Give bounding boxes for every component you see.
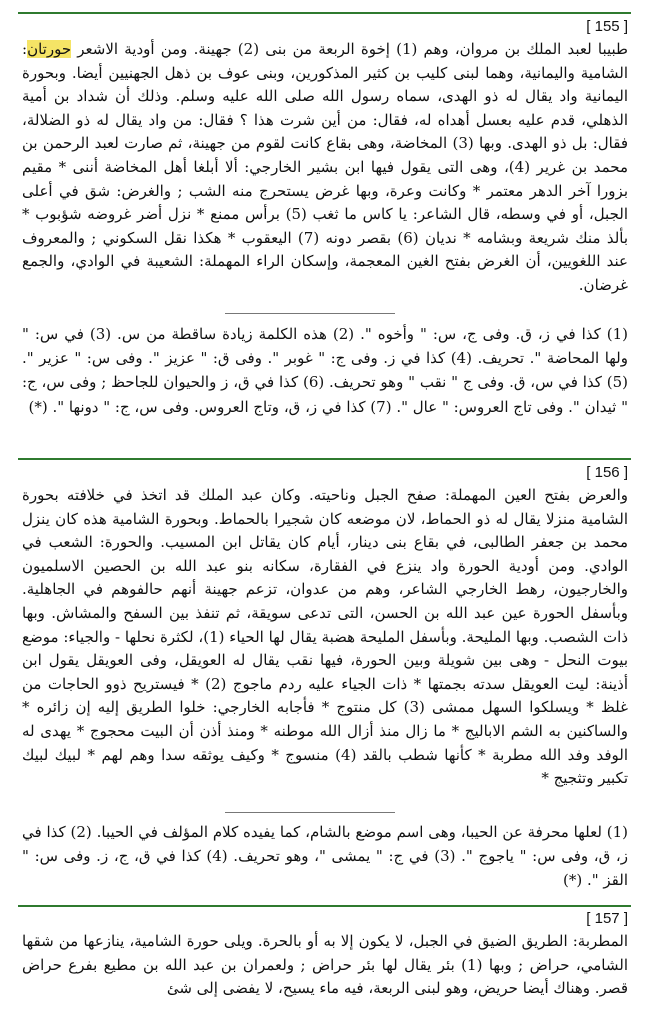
highlighted-term: حورتان — [27, 40, 72, 58]
section-divider — [18, 12, 631, 14]
page-155-section — [22, 16, 628, 298]
section-divider — [18, 905, 631, 907]
footnotes: (1) كذا في ز، ق. وفى ج، س: " وأخوه ". (2) هذه الكلمة زيادة ساقطة من س. (3) في س: " ولها المحاضة ". تحريف. (4) كذا في ز. وفى ج: " غوبر ". وفى ق: " عزيز ". وفى س: " عزير ". (5) كذا في س، ق. وفى ج " نقب " وهو تحريف. (6) كذا في ق، ز والحيوان للجاحظ ; وفى س، ج: " ثيدان ". وفى تاج العروس: " عال ". (7) كذا في ز، ق، وتاج العروس. وفى س، ج: " دونها ". (*) — [22, 325, 629, 416]
page-155-footnotes — [22, 322, 628, 419]
section-divider — [18, 458, 631, 460]
page-body: والعرض بفتح العين المهملة: صفح الجبل وناحيته. وكان عبد الملك قد اتخذ في خلافته بحورة الشامية منزلا يقال له ذو الحماط، لان موضعه كان شجيرا بالحماط. وبحورة الشامية هذه كان ينزل محمد بن جعفر الطالبى، في بقاع بنى دينار، أيام كان يقاتل ابن المسيب. والحورة: الشعب في الوادي. ومن أودية الحورة واد ينزع في الفقارة، سكانه بنو عبد الله بن الحصين الاسلميون والخارجيون، رهط الخارجي الشاعر، وهم من عدوان، تزعم جهينة أنهم حالفوهم في الجاهلية. وبأسفل الحورة عين عبد الله بن الحسن، التى تدعى سويقة، ثم تنفذ بين السفح والمشاش. وبها ذات الشصب. وبها المليحة. وبأسفل المليحة هضبة يقال لها الحياء (1)، لكثرة نحلها - والجياء: موضع بيوت النحل - وهى بين شويلة وبين الحورة، فيها نقب يقال له العويقل، وفى العويقل يقول ابن أذينة: ليت العويقل سدته بجمتها * ذات الجياء عليه ردم ماجوج (2) * فيستريح ذوو الحاجات من غلظ * ويسلكوا السهل ممشى (3) كل منتوج * فأجابه الخارجي: خلوا الطريق إليه إن زائره * والساكنين به الشم الاباليج * ما زال منذ أزال الله موطنه * ومنذ أذن أن البيت محجوج * يهدى له الوفد وفد الله مطربة * كأنها شطب بالقد (4) منسوج * وكيف يوثقه سدا وهم لهم * لبيك لبيك تكبير وتثجيج * — [22, 486, 629, 788]
body-text: : الشامية واليمانية، وهما لبنى كليب بن كثير المذكورين، وبنى عوف بن ذهل الجهنيين أيضا. وبحورة اليمانية واد يقال له ذو الهدى، سماه رسول الله صلى الله عليه وسلم. وذلك أن شداد بن أمية الذهلي، قدم عليه بعسل أهداه له، فقال: من أين شرت هذا ؟ فقال: من واد يقال له ذو الضلالة، فقال: بل ذو الهدى. وبها (3) المخاضة، وهى بقاع كانت لقوم من جهينة، ثم صارت لعبد الرحمن بن محمد بن غرير (4)، وهى التى يقول فيها ابن بشير الخارجي: ألا أبلغا أهل المخاضة أننى * مقيم بزورا آخر الدهر معتمر * وكانت وعرة، وبها غرض يستحرج منه الشب ; والغرض: شق في أعلى الجبل، أو في وسطه، قال الشاعر: يا كاس ما ثغب (5) برأس ممنع * نزل أضر غروضه شؤبوب * بألذ منك شريعة وبشامه * نديان (6) بقصر دونه (7) اليعقوب * هكذا نقل السكوني ; والمعروف عند اللغويين، أن الغرض بفتح الغين المعجمة، وإسكان الراء المهملة: الشعيبة في الوادي، والجمع غرضان. — [22, 40, 629, 294]
page-number: [ 155 ] — [586, 18, 628, 35]
page-156-section — [22, 462, 628, 791]
page-number: [ 157 ] — [586, 910, 628, 927]
page-157-section — [22, 908, 628, 1001]
footnotes: (1) لعلها محرفة عن الحيبا، وهى اسم موضع بالشام، كما يفيده كلام المؤلف في الحيبا. (2) كذا في ز، ق، وفى س: " ياجوج ". (3) في ج: " يمشى "، وهو تحريف. (4) كذا في ق، ج، ز. وفى س: " القز ". (*) — [22, 823, 629, 890]
page-number: [ 156 ] — [586, 464, 628, 481]
page-156-footnotes — [22, 820, 628, 893]
footnote-separator — [225, 313, 395, 314]
body-text: طبيبا لعبد الملك بن مروان، وهم (1) إخوة الربعة من بنى (2) جهينة. ومن أودية الاشعر — [71, 40, 628, 58]
footnote-separator — [225, 812, 395, 813]
page-body: المطربة: الطريق الضيق في الجبل، لا يكون إلا به أو بالحرة. ويلى حورة الشامية، ينازعها من شقها الشامي، حراض ; وبها (1) بئر يقال لها بئر حراض ; ولعمران بن عبد الله بن مطيع بفرع حراض قصر. وهناك أيضا حريض، وهو لبنى الربعة، فيه ماء يسيح، لا يفضى إلى شئ — [22, 932, 628, 998]
page-body — [22, 38, 628, 298]
